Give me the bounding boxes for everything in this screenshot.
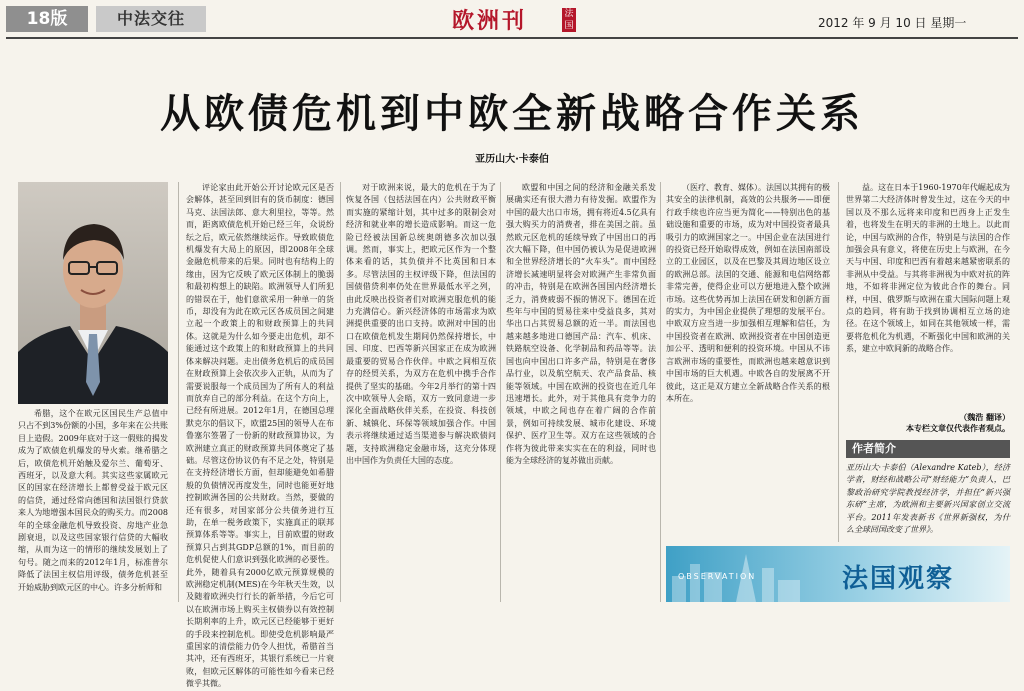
- column-divider: [178, 182, 179, 602]
- article-column-1: [18, 408, 168, 604]
- observation-banner: [666, 546, 1010, 602]
- column-text: 希腊，这个在欧元区国民生产总值中只占不到3%份额的小国，多年来在公共账目上造假。2009年底对于这一假账的揭发成为了欧债危机爆发的导火索。继希腊之后，欧债危机开始触及爱尔兰、葡萄牙、西班牙，以及意大利。其实这些家属欧元区的国家在经济增长上都曾受益于欧元区的信贷，通过经常向德国和法国银行贷款来人为地增强本国民众的购买力。而2008年的全球金融危机导致投资、房地产业急剧衰退，以及这些国家银行信贷的大幅收缩，从而为这一的情形的继续发展划上了句号。随之而来的2012年1月，标准普尔降低了法国主权信用评级，债务危机甚至开始威胁到欧元区的中心。许多分析师和: [18, 409, 168, 592]
- author-portrait-image: [18, 182, 168, 404]
- article-column-3: [346, 182, 496, 604]
- masthead-title: 欧洲刊: [452, 8, 528, 34]
- article-headline: 从欧债危机到中欧全新战略合作关系: [160, 91, 864, 137]
- column-text: 对于欧洲来说，最大的危机在于为了恢复各国（包括法国在内）公共财政平衡而实施的紧缩计划，其中过多的限制会对经济和就业率的增长造成影响。而这一危险已经被法国新总统奥朗德多次加以强调。然而，事实上，把欧元区作为一个整体来看的话，其负债并不比英国和日本多。尽管法国的主权评级下降，但法国的国债借贷利率仍处在世界最低水平之列，由此反映出投资者们对欧洲克服危机的能力充满信心。新兴经济体的市场需求为欧洲提供重要的出口支持。欧洲对中国的出口在欧债危机发生期间仍然保持增长，中国、印度、巴西等新兴国家正在成为欧洲最重要的贸易合作伙伴。中欧之间相互依存的经贸关系，为双方在危机中携手合作提供了坚实的基础。今年2月举行的第十四次中欧领导人会晤，双方一致同意进一步深化全面战略伙伴关系，在投资、科技创新、城镇化、环保等领域加强合作。中国表示将继续通过适当渠道参与解决欧债问题，支持欧洲稳定金融市场，这充分体现出中国作为负责任大国的态度。: [346, 183, 496, 465]
- article-column-5: [666, 182, 830, 540]
- author-photo: [18, 182, 168, 404]
- banner-title: 法国观察: [842, 564, 955, 594]
- column-divider: [340, 182, 341, 602]
- translator-note: [846, 412, 1010, 434]
- publication-date: 2012 年 9 月 10 日 星期一: [818, 16, 967, 30]
- banner-subtitle: OBSERVATION: [678, 572, 757, 581]
- article-byline: 亚历山大·卡泰伯: [475, 154, 549, 165]
- column-text: （医疗、教育、媒体）。法国以其拥有的极其安全的法律机制，高效的公共服务——即便行政手续也许应当更为简化——特别出色的基础设施和重要的市场，成为对中国投资者最具吸引力的欧洲国家之一。中国企业在法国进行的投资已经开始取得成效，例如在法国南部设立的工业园区，以及在巴黎及其周边地区设立的欧洲总部。法国的交通、能源和电信网络都非常完善，使得企业可以方便地进入整个欧洲市场。这些优势再加上法国在研发和创新方面的实力，为中国企业提供了理想的发展平台。中欧双方应当进一步加强相互理解和信任，为中国投资者在欧洲、欧洲投资者在中国创造更加公平、透明和便利的投资环境。中国从不讳言欧洲市场的重要性，而欧洲也越来越意识到中国市场的巨大机遇。中欧各自的发展离不开彼此，这正是双方建立全新战略合作关系的根本所在。: [666, 183, 830, 403]
- page-header: [0, 0, 1024, 36]
- column-divider: [660, 182, 661, 602]
- article-column-6: [846, 182, 1010, 432]
- article-column-2: [186, 182, 334, 689]
- header-rule: [6, 37, 1018, 39]
- author-intro-heading: 作者简介: [846, 440, 1010, 458]
- page-number-badge: 18版: [6, 6, 88, 32]
- column-text: 益。这在日本于1960-1970年代崛起成为世界第二大经济体时曾发生过，这在今天的中国以及不那么远将来印度和巴西身上正发生着，也将发生在明天的非洲的土地上。以此而论，中国与欧洲的合作，特别是与法国的合作加强会具有意义，将使在历史上与欧洲，在今天与中国、印度和巴西有着越来越紧密联系的非洲从中受益。与其将非洲视为中欧对抗的阵地，不如将非洲定位为彼此合作的舞台。同样，中国、俄罗斯与欧洲在重大国际问题上观点的趋同，将有助于找到协调相互立场的途径。在这个领域上，如同在其他领域一样，需要将危机化为机遇，不断强化中国和欧洲的关系，建立中欧间新的战略合作。: [846, 183, 1010, 354]
- column-divider: [838, 182, 839, 542]
- column-text: 欧盟和中国之间的经济和金融关系发展确实还有很大潜力有待发掘。欧盟作为中国的最大出口市场，拥有将近4.5亿具有强大购买力的消费者，排在美国之前。虽然欧元区危机的延续导致了中国出口的再次大幅下降，但中国仍被认为是促进欧洲和全世界经济增长的“火车头”。而中国经济增长减速明显将会对欧洲产生非常负面的冲击，特别是在欧洲各国国内经济增长乏力，消费疲弱不振的情况下。德国在近些年与中国的贸易往来中受益良多，其对华出口占其贸易总额的近一半。而法国也越来越多地进口德国产品：汽车、机床、铁路航空设备、化学制品和药品等等。法国也向中国出口许多产品，特别是在奢侈品行业，以及航空航天、农产品食品、核能等领域。中国在欧洲的投资也在近几年迅速增长。此外，对于其他具有竞争力的领域，中欧之间也存在着广阔的合作前景，例如可持续发展、城市化建设、环境保护、医疗卫生等。双方在这些领域的合作将为彼此带来实实在在的利益，同时也能为全球经济的复苏做出贡献。: [506, 183, 656, 465]
- column-text: 评论家由此开始公开讨论欧元区是否会解体，甚至回到旧有的货币制度：德国马克、法国法郎、意大利里拉，等等。然而，距离欧债危机开始已经三年，众说纷纭之后，欧元依然继续运作。导致欧债危机爆发有大局上的原因，即2008年全球金融危机带来的后果。同时也有结构上的缘由，因为它反映了欧元区体制上的脆弱和最初构想上的缺陷。欧洲领导人们所犯的错误在于，他们意欲采用一种单一的货币，却没有为此在欧元区各成员国之间建立起一个政策上的和财政预算上的共同体。这就是为什么如今要走出危机，却不能通过这个政策上的和财政预算上的共同体来解决问题。走出债务危机后的成员国在财政预算上会依次步入正轨，从而为了需要说服每一个成员国为了所有人的利益而放弃自己的部分利益。在这个方向上，已经有所进展。2012年1月，在德国总理默克尔的倡议下，欧盟25国的领导人在布鲁塞尔签署了一份新的财政预算协议，为欧洲建立真正的财政预算共同体奠定了基础。尽管这份协议仍有不足之处，特别是在支持经济增长方面，但却能避免如希腊般的负债情况再度发生，同时也能更好地控制欧洲各国的公共财政。当然，要做的还有很多，对国家部分公共债务进行互助，在单一税务政策下，实施真正的联邦预算体系等等。事实上，目前欧盟的财政预算只占到其GDP总额的1%，而目前的危机促使人们意识到强化欧洲的必要性。此外，随着具有2000亿欧元预算规模的欧洲稳定机制(MES)在今年秋天生效，以及随着欧洲央行行长的新举措，今后它可以在欧洲市场上购买主权债券以有效控制长期利率的上升，欧元区已经能够于更好的手段来控制危机。即使受危机影响最严重国家的清偿能力仍令人担忧，希腊首当其冲，还有西班牙，其银行系统已一片衰败，但欧元区解体的可能性如今看来已经微乎其微。: [186, 183, 334, 689]
- author-intro-text: 亚历山大·卡泰伯（Alexandre Kateb），经济学者，财经和战略公司“财经能力”负责人，巴黎政治研究学院教授经济学，并担任“新兴强东研”主席，为欧洲和主要新兴国家创立交流平台。2011年发表新书《世界新强权，为什么全球回国改变了世界》。: [846, 463, 1010, 535]
- article-column-4: [506, 182, 656, 604]
- column-divider: [500, 182, 501, 602]
- masthead-badge: 法国: [562, 8, 576, 32]
- translator-credit: （魏浩 翻译）: [959, 412, 1010, 422]
- section-label: 中法交往: [96, 6, 206, 32]
- opinion-disclaimer: 本专栏文章仅代表作者观点。: [906, 423, 1010, 433]
